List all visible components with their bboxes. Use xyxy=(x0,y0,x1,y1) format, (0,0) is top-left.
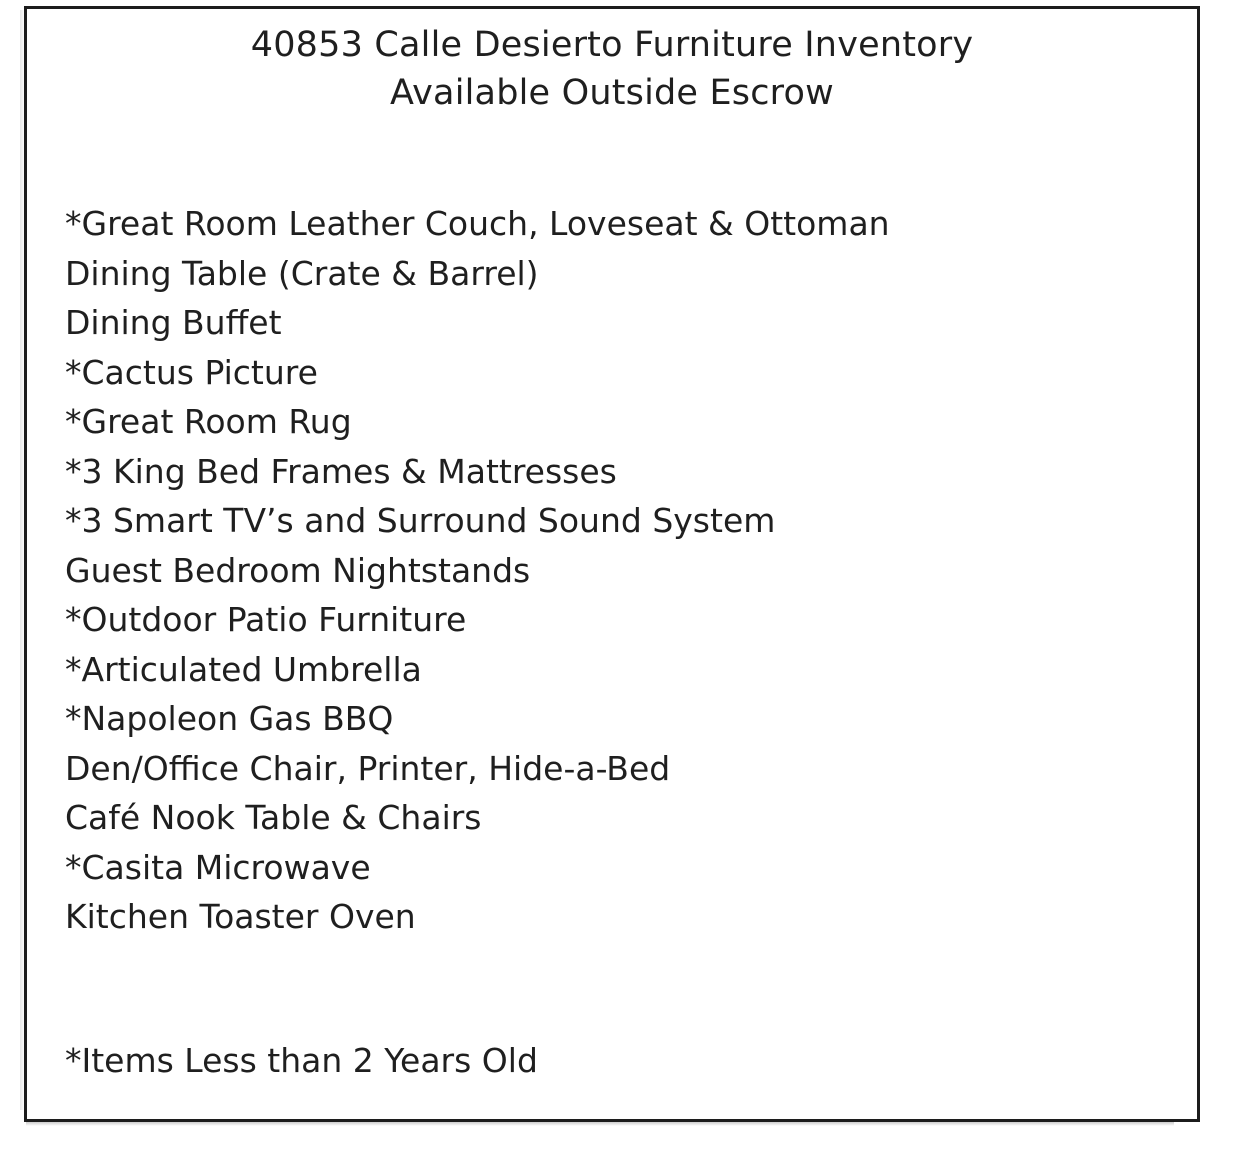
list-item: *Cactus Picture xyxy=(65,352,318,392)
list-item: *Casita Microwave xyxy=(65,847,371,887)
document-border-frame xyxy=(24,6,1200,1122)
list-item: *3 Smart TV’s and Surround Sound System xyxy=(65,501,776,540)
footnote-text: *Items Less than 2 Years Old xyxy=(65,1041,538,1080)
list-item: Dining Table (Crate & Barrel) xyxy=(65,253,539,293)
title-line-2: Available Outside Escrow xyxy=(390,73,834,113)
list-item: *Great Room Leather Couch, Loveseat & Ottoman xyxy=(65,204,890,243)
list-item: Café Nook Table & Chairs xyxy=(65,798,482,837)
inventory-list xyxy=(65,199,1165,942)
list-item: Dining Buffet xyxy=(65,303,282,342)
scan-artifact-bottom xyxy=(26,1122,1174,1126)
list-item: *Articulated Umbrella xyxy=(65,649,422,689)
list-item: *Outdoor Patio Furniture xyxy=(65,600,467,639)
footnote-section xyxy=(65,1039,1165,1083)
list-item: Kitchen Toaster Oven xyxy=(65,897,416,936)
document-title xyxy=(27,21,1197,117)
list-item: Guest Bedroom Nightstands xyxy=(65,550,531,590)
title-line-1: 40853 Calle Desierto Furniture Inventory xyxy=(250,25,974,65)
list-item: *Napoleon Gas BBQ xyxy=(65,699,394,738)
list-item: *3 King Bed Frames & Mattresses xyxy=(65,451,617,491)
list-item: Den/Office Chair, Printer, Hide-a-Bed xyxy=(65,748,671,788)
list-item: *Great Room Rug xyxy=(65,402,352,441)
